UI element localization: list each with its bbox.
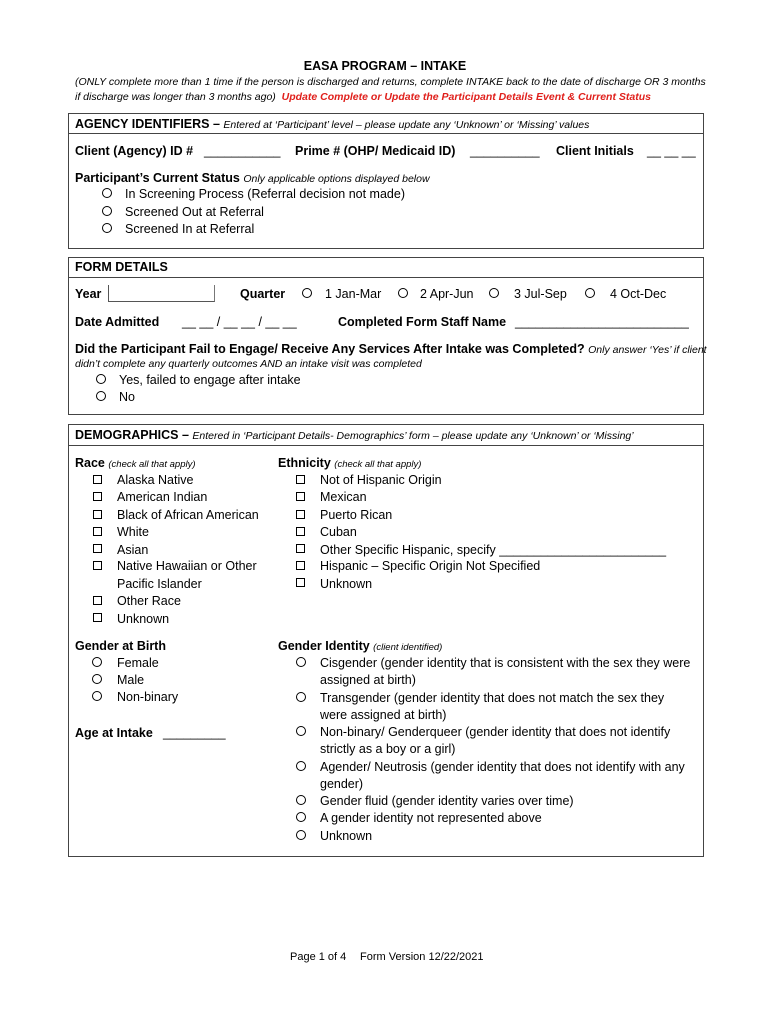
- ethnicity-unknown-checkbox[interactable]: [296, 578, 305, 587]
- quarter-2-label: 2 Apr-Jun: [420, 287, 474, 301]
- engage-no-radio[interactable]: [96, 391, 106, 401]
- date-admitted-label: Date Admitted: [75, 315, 160, 329]
- update-note: Update Complete or Update the Participant Details Event & Current Status: [281, 91, 651, 103]
- age-at-intake-field[interactable]: _________: [163, 726, 226, 740]
- gender-identity-nonbinary-label: Non-binary/ Genderqueer (gender identity that does not identify: [320, 725, 671, 739]
- gender-identity-heading: Gender Identity (client identified): [278, 639, 443, 653]
- status-screened-out-radio[interactable]: [102, 206, 112, 216]
- race-american-indian-checkbox[interactable]: [93, 492, 102, 501]
- gender-identity-transgender-label-cont: were assigned at birth): [320, 708, 447, 722]
- gender-identity-fluid-radio[interactable]: [296, 795, 306, 805]
- quarter-1-radio[interactable]: [302, 288, 312, 298]
- gender-identity-nonbinary-label-cont: strictly as a boy or a girl): [320, 742, 456, 756]
- gender-identity-unknown-radio[interactable]: [296, 830, 306, 840]
- gender-identity-cisgender-radio[interactable]: [296, 657, 306, 667]
- ethnicity-unknown-label: Unknown: [320, 577, 373, 591]
- ethnicity-other-hispanic-label: Other Specific Hispanic, specify ________________________: [320, 543, 667, 557]
- gender-identity-agender-radio[interactable]: [296, 761, 306, 771]
- gender-identity-cisgender-label-cont: assigned at birth): [320, 673, 416, 687]
- ethnicity-cuban-checkbox[interactable]: [296, 527, 305, 536]
- form-details-section: [68, 257, 704, 415]
- race-white-checkbox[interactable]: [93, 527, 102, 536]
- engage-note: didn’t complete any quarterly outcomes AND an intake visit was completed: [75, 358, 422, 370]
- gender-identity-not-represented-label: A gender identity not represented above: [320, 811, 542, 825]
- current-status-heading: Participant’s Current Status Only applicable options displayed below: [75, 171, 430, 185]
- gender-birth-female-radio[interactable]: [92, 657, 102, 667]
- year-field[interactable]: [108, 285, 215, 302]
- gender-birth-heading: Gender at Birth: [75, 639, 166, 653]
- engage-yes-label: Yes, failed to engage after intake: [119, 373, 301, 387]
- quarter-3-radio[interactable]: [489, 288, 499, 298]
- staff-name-field[interactable]: _________________________: [515, 315, 689, 329]
- status-screening-label: In Screening Process (Referral decision not made): [125, 187, 405, 201]
- race-other-checkbox[interactable]: [93, 596, 102, 605]
- ethnicity-mexican-checkbox[interactable]: [296, 492, 305, 501]
- gender-identity-not-represented-radio[interactable]: [296, 812, 306, 822]
- instructions-line2: if discharge was longer than 3 months ago) Update Complete or Update the Participant Details Event & Current Status: [75, 91, 651, 103]
- gender-identity-unknown-label: Unknown: [320, 829, 373, 843]
- race-alaska-native-checkbox[interactable]: [93, 475, 102, 484]
- race-black-label: Black of African American: [117, 508, 259, 522]
- status-screened-out-label: Screened Out at Referral: [125, 205, 264, 219]
- client-initials-label: Client Initials: [556, 144, 634, 158]
- status-screened-in-label: Screened In at Referral: [125, 222, 255, 236]
- gender-identity-fluid-label: Gender fluid (gender identity varies over time): [320, 794, 574, 808]
- ethnicity-puerto-rican-label: Puerto Rican: [320, 508, 393, 522]
- client-id-label: Client (Agency) ID #: [75, 144, 194, 158]
- race-heading: Race (check all that apply): [75, 456, 196, 470]
- ethnicity-mexican-label: Mexican: [320, 490, 367, 504]
- gender-identity-transgender-radio[interactable]: [296, 692, 306, 702]
- gender-identity-transgender-label: Transgender (gender identity that does not match the sex they: [320, 691, 665, 705]
- race-asian-checkbox[interactable]: [93, 544, 102, 553]
- engage-no-label: No: [119, 390, 135, 404]
- agency-heading: AGENCY IDENTIFIERS – Entered at ‘Participant’ level – please update any ‘Unknown’ or ‘Missing’ values: [75, 117, 590, 131]
- quarter-4-label: 4 Oct-Dec: [610, 287, 667, 301]
- race-native-hawaiian-checkbox[interactable]: [93, 561, 102, 570]
- engage-question: Did the Participant Fail to Engage/ Receive Any Services After Intake was Completed? Only answer ‘Yes’ if client: [75, 342, 707, 356]
- gender-identity-agender-label-cont: gender): [320, 777, 364, 791]
- client-id-field[interactable]: ___________: [204, 144, 281, 158]
- gender-identity-nonbinary-radio[interactable]: [296, 726, 306, 736]
- gender-birth-nonbinary-label: Non-binary: [117, 690, 179, 704]
- ethnicity-cuban-label: Cuban: [320, 525, 357, 539]
- race-other-label: Other Race: [117, 594, 181, 608]
- age-at-intake-label: Age at Intake: [75, 726, 153, 740]
- quarter-4-radio[interactable]: [585, 288, 595, 298]
- race-asian-label: Asian: [117, 543, 149, 557]
- prime-id-label: Prime # (OHP/ Medicaid ID): [295, 144, 456, 158]
- quarter-3-label: 3 Jul-Sep: [514, 287, 567, 301]
- staff-name-label: Completed Form Staff Name: [338, 315, 507, 329]
- race-american-indian-label: American Indian: [117, 490, 208, 504]
- gender-birth-male-radio[interactable]: [92, 674, 102, 684]
- status-screened-in-radio[interactable]: [102, 223, 112, 233]
- race-unknown-label: Unknown: [117, 612, 170, 626]
- status-screening-radio[interactable]: [102, 188, 112, 198]
- instructions-line1: (ONLY complete more than 1 time if the person is discharged and returns, complete INTAKE back to the date of discharge OR 3 months: [75, 76, 706, 88]
- race-white-label: White: [117, 525, 149, 539]
- race-black-checkbox[interactable]: [93, 510, 102, 519]
- ethnicity-not-hispanic-label: Not of Hispanic Origin: [320, 473, 442, 487]
- page-title: EASA PROGRAM – INTAKE: [303, 59, 467, 73]
- race-native-hawaiian-label: Native Hawaiian or Other: [117, 559, 257, 573]
- gender-birth-male-label: Male: [117, 673, 145, 687]
- form-version: Form Version 12/22/2021: [360, 951, 484, 963]
- ethnicity-puerto-rican-checkbox[interactable]: [296, 510, 305, 519]
- ethnicity-unspecified-checkbox[interactable]: [296, 561, 305, 570]
- client-initials-field[interactable]: __ __ __: [647, 144, 696, 158]
- race-pacific-islander-label: Pacific Islander: [117, 577, 202, 591]
- date-admitted-field[interactable]: __ __ / __ __ / __ __: [182, 315, 297, 329]
- race-alaska-native-label: Alaska Native: [117, 473, 194, 487]
- gender-identity-agender-label: Agender/ Neutrosis (gender identity that does not identify with any: [320, 760, 685, 774]
- demographics-heading: DEMOGRAPHICS – Entered in ‘Participant Details- Demographics’ form – please update any ‘Unknown’ or ‘Missing’: [75, 428, 634, 442]
- quarter-2-radio[interactable]: [398, 288, 408, 298]
- ethnicity-unspecified-label: Hispanic – Specific Origin Not Specified: [320, 559, 541, 573]
- ethnicity-other-hispanic-checkbox[interactable]: [296, 544, 305, 553]
- page-number: Page 1 of 4: [290, 951, 347, 963]
- gender-birth-nonbinary-radio[interactable]: [92, 691, 102, 701]
- quarter-label: Quarter: [240, 287, 286, 301]
- engage-yes-radio[interactable]: [96, 374, 106, 384]
- ethnicity-not-hispanic-checkbox[interactable]: [296, 475, 305, 484]
- prime-id-field[interactable]: __________: [470, 144, 540, 158]
- year-label: Year: [75, 287, 102, 301]
- race-unknown-checkbox[interactable]: [93, 613, 102, 622]
- gender-identity-cisgender-label: Cisgender (gender identity that is consistent with the sex they were: [320, 656, 691, 670]
- gender-birth-female-label: Female: [117, 656, 159, 670]
- form-details-heading: FORM DETAILS: [75, 260, 168, 274]
- quarter-1-label: 1 Jan-Mar: [325, 287, 382, 301]
- ethnicity-heading: Ethnicity (check all that apply): [278, 456, 422, 470]
